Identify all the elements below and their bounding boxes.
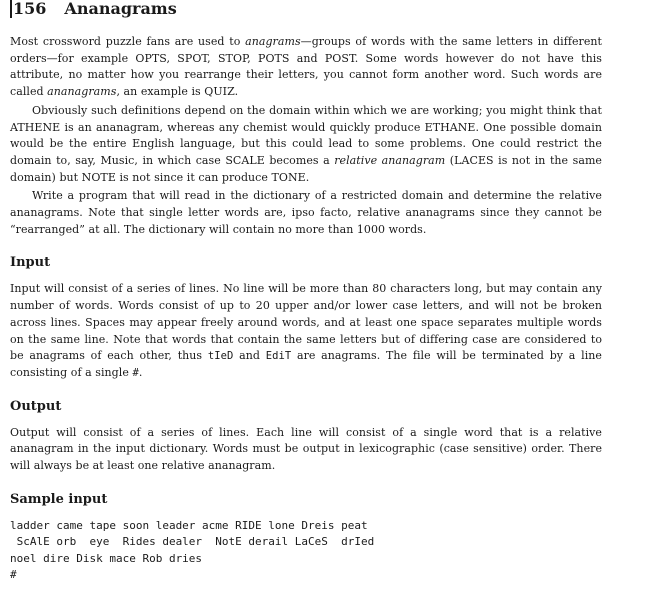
intro-paragraph-2 bbox=[10, 103, 602, 187]
intro-p2-emphasis: relative ananagram bbox=[334, 153, 446, 167]
input-text-c: are anagrams. The file will be terminated by a line consisting of a single bbox=[10, 349, 602, 379]
intro-paragraph-3: Write a program that will read in the dictionary of a restricted domain and determine the relative ananagrams. Note that single letter words are, ipso facto, relative ananagrams since they cannot be “rearranged” at all. The dictionary will contain no more than 1000 words. bbox=[10, 189, 602, 236]
sample-input-line: ScAlE orb eye Rides dealer NotE derail LaCeS drIed bbox=[10, 535, 375, 549]
sample-input-line: noel dire Disk mace Rob dries bbox=[10, 551, 203, 565]
input-code-hash: # bbox=[132, 366, 139, 379]
problem-page bbox=[10, 0, 602, 584]
input-description bbox=[10, 281, 602, 381]
intro-p1-text-c: , an example is QUIZ. bbox=[116, 85, 239, 99]
output-heading: Output bbox=[10, 398, 62, 414]
intro-p1-emphasis-anagrams: anagrams bbox=[245, 35, 301, 48]
sample-input-line: ladder came tape soon leader acme RIDE lone Dreis peat bbox=[10, 518, 368, 532]
problem-title: Ananagrams bbox=[64, 0, 177, 18]
input-text-b: and bbox=[233, 349, 266, 363]
intro-p1-emphasis-ananagrams: ananagrams bbox=[47, 85, 117, 99]
input-text-a: Input will consist of a series of lines. No line will be more than 80 characters long, but may contain any number of words. Words consist of up to 20 upper and/or lower case letters, and will not be broken across lines. Spaces may appear freely around words, and at least one space separates multiple words on the same line. Note that words that contain the same letters but of differing case are considered to be anagrams of each other, thus bbox=[10, 282, 602, 363]
intro-p2-text-a: Obviously such definitions depend on the domain within which we are working; you might think that ATHENE is an ananagram, whereas any chemist would quickly produce ETHANE. One possible domain would be the entire English language, but this could lead to some problems. One could restrict the domain to, say, Music, in which case SCALE becomes a bbox=[10, 103, 602, 167]
sample-input-line: # bbox=[10, 568, 17, 582]
input-code-tied: tIeD bbox=[207, 350, 234, 363]
problem-header bbox=[10, 0, 602, 22]
output-description: Output will consist of a series of lines. Each line will consist of a single word that is a relative ananagram in the input dictionary. Words must be output in lexicographic (case sensitive) order. There will always be at least one relative ananagram. bbox=[10, 425, 602, 473]
intro-paragraph-1 bbox=[10, 34, 602, 101]
sample-input-heading: Sample input bbox=[10, 491, 108, 507]
intro-p1-text-a: Most crossword puzzle fans are used to bbox=[10, 35, 246, 48]
intro-p2-text-b: (LACES is not in the same domain) but NOTE is not since it can produce TONE. bbox=[10, 153, 602, 184]
input-code-edit: EdiT bbox=[265, 350, 292, 363]
sample-input-block bbox=[10, 518, 602, 584]
problem-number: 156 bbox=[10, 0, 46, 18]
input-text-d: . bbox=[138, 365, 143, 379]
intro-p1-text-b: —groups of words with the same letters in different orders—for example OPTS, SPOT, STOP, POTS and POST. Some words however do not have this attribute, no matter how you rearrange their letters, you cannot form another word. Such words are called bbox=[10, 35, 602, 99]
input-heading: Input bbox=[10, 255, 51, 271]
